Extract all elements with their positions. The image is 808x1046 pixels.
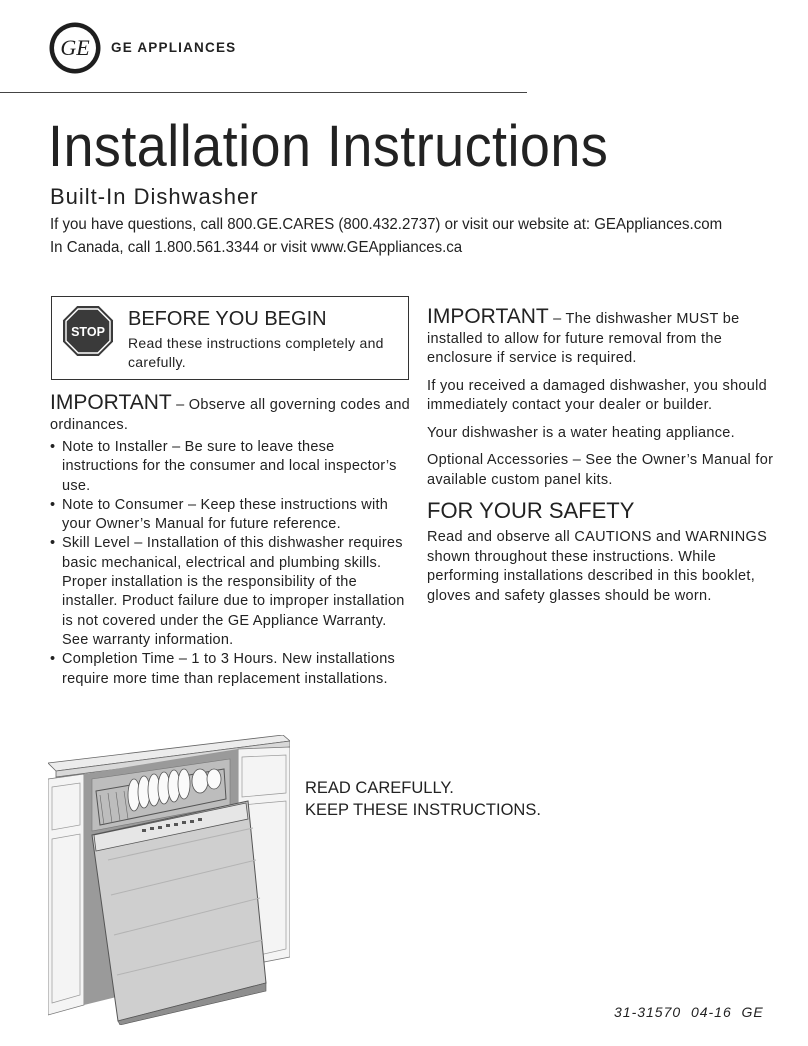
stop-sign-icon [62, 305, 114, 357]
ge-logo-text: GE [60, 35, 90, 60]
installer-notes-list [50, 438, 412, 689]
document-number: 31-31570 04-16 GE [614, 1004, 764, 1020]
stop-sign-label: STOP [71, 325, 105, 339]
water-heating-notice: Your dishwasher is a water heating appliance. [427, 424, 735, 441]
safety-text: Read and observe all CAUTIONS and WARNINGS shown throughout these instructions. While performing installations described in this booklet, gloves and safety glasses should be worn. [427, 529, 768, 604]
page-subtitle: Built-In Dishwasher [50, 184, 259, 209]
contact-canada: In Canada, call 1.800.561.3344 or visit www.GEAppliances.ca [50, 239, 463, 256]
optional-accessories: Optional Accessories – See the Owner’s Manual for available custom panel kits. [427, 452, 774, 488]
important-removal-text: – The dishwasher MUST be installed to allow for future removal from the enclosure if service is required. [427, 311, 740, 366]
list-item: • Note to Installer – Be sure to leave these instructions for the consumer and local inspector’s use. [50, 438, 412, 496]
list-item: • Skill Level – Installation of this dishwasher requires basic mechanical, electrical and plumbing skills. Proper installation is the responsibility of the installer. Product failure due to improper installation is not covered under the GE Appliance Warranty. See warranty information. [50, 534, 412, 650]
list-item: • Note to Consumer – Keep these instructions with your Owner’s Manual for future reference. [50, 496, 412, 535]
damaged-notice: If you received a damaged dishwasher, you should immediately contact your dealer or builder. [427, 377, 768, 413]
page-title: Installation Instructions [48, 114, 609, 179]
brand-name: GE APPLIANCES [111, 40, 237, 55]
before-you-begin-text: Read these instructions completely and carefully. [128, 335, 384, 370]
important-codes-text: – Observe all governing codes and ordinances. [50, 397, 411, 433]
before-you-begin-box [51, 296, 409, 380]
dishwasher-illustration [48, 735, 290, 1025]
before-you-begin-heading: BEFORE YOU BEGIN [128, 308, 327, 330]
important-codes [50, 393, 412, 435]
read-carefully-notice [305, 777, 541, 821]
ge-logo [48, 21, 102, 75]
header-divider [0, 92, 527, 93]
right-column [427, 307, 791, 614]
list-item: • Completion Time – 1 to 3 Hours. New installations require more time than replacement installations. [50, 650, 412, 689]
safety-heading: FOR YOUR SAFETY [427, 498, 635, 523]
important-word: IMPORTANT [427, 305, 549, 328]
important-removal [427, 307, 791, 369]
left-column [50, 393, 412, 689]
important-word: IMPORTANT [50, 391, 172, 414]
read-carefully-line-1: READ CAREFULLY. [305, 779, 454, 797]
contact-us: If you have questions, call 800.GE.CARES (800.432.2737) or visit our website at: GEAppliances.com [50, 216, 723, 233]
read-carefully-line-2: KEEP THESE INSTRUCTIONS. [305, 801, 541, 819]
